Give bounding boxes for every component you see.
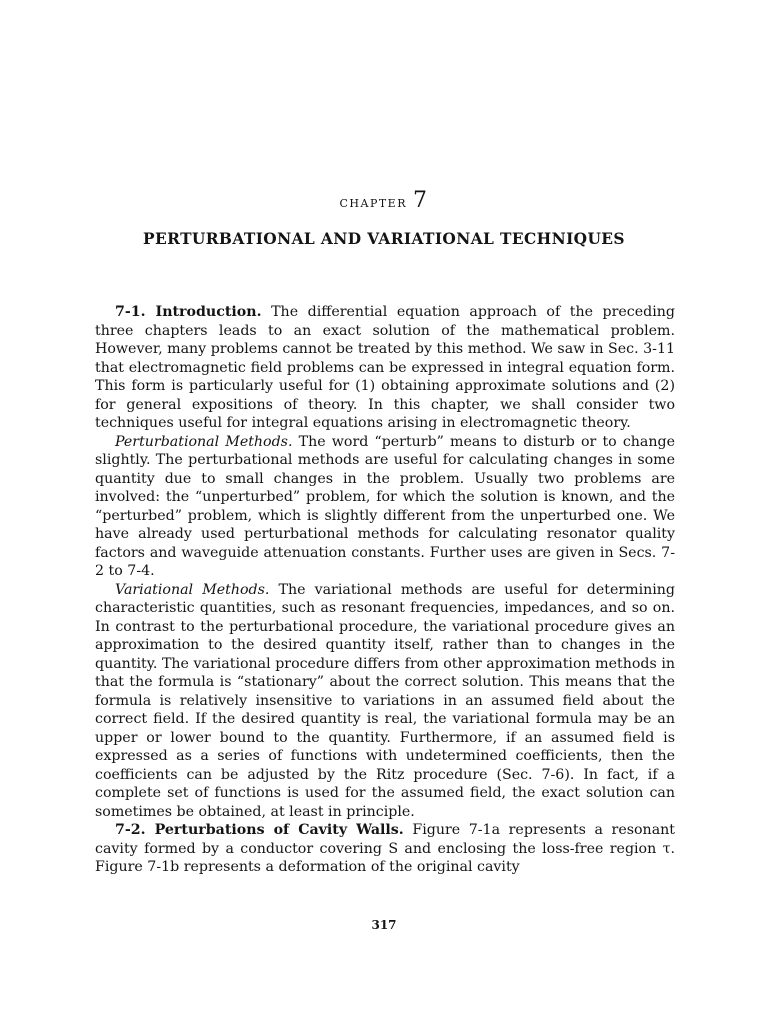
section-heading-introduction: 7-1. Introduction. <box>115 304 262 320</box>
variational-text: The variational methods are useful for determining characteristic quantities, such as resonant frequencies, impedances, and so on. In contrast to the perturbational procedure, the variational procedure gives an approximation to the desired quantity itself, rather than to changes in the quantity. The variational procedure differs from other approximation methods in that the formula is “stationary” about the correct solution. This means that the formula is relatively insensitive to variations in an assumed field about the correct field. If the desired quantity is real, the variational formula may be an upper or lower bound to the quantity. Furthermore, if an assumed field is expressed as a series of functions with undetermined coefficients, then the coefficients can be adjusted by the Ritz procedure (Sec. 7-6). In fact, if a complete set of functions is used for the assumed field, the exact solution can sometimes be obtained, at least in principle. <box>95 581 676 820</box>
paragraph-variational <box>95 581 675 822</box>
chapter-word: chapter <box>339 192 407 211</box>
perturbational-text: The word “perturb” means to disturb or to change slightly. The perturbational methods are useful for calculating changes in some quantity due to small changes in the problem. Usually two problems are involved: the “unperturbed” problem, for which the solution is known, and the “perturbed” problem, which is slightly different from the unperturbed one. We have already used perturbational methods for calculating resonator quality factors and waveguide attenuation constants. Further uses are given in Secs. 7-2 to 7-4. <box>95 433 676 579</box>
chapter-label <box>0 188 768 213</box>
introduction-text: The differential equation approach of the preceding three chapters leads to an exact solution of the mathematical problem. However, many problems cannot be treated by this method. We saw in Sec. 3-11 that electromagnetic field problems can be expressed in integral equation form. This form is particularly useful for (1) obtaining approximate solutions and (2) for general expositions of theory. In this chapter, we shall consider two techniques useful for integral equations arising in electromagnetic theory. <box>95 304 675 431</box>
chapter-number: 7 <box>413 188 429 213</box>
heading-perturbational-methods: Perturbational Methods. <box>115 433 293 450</box>
body-text <box>95 303 675 877</box>
page-number: 317 <box>371 918 397 932</box>
paragraph-perturbational <box>95 433 675 581</box>
heading-variational-methods: Variational Methods. <box>115 581 270 598</box>
section-heading-cavity-walls: 7-2. Perturbations of Cavity Walls. <box>115 822 404 838</box>
paragraph-cavity-walls <box>95 821 675 877</box>
chapter-title: PERTURBATIONAL AND VARIATIONAL TECHNIQUES <box>143 230 625 248</box>
paragraph-introduction <box>95 303 675 433</box>
cavity-walls-text: Figure 7-1a represents a resonant cavity formed by a conductor covering S and enclosing the loss-free region τ. Figure 7-1b represents a deformation of the original cavity <box>95 822 675 875</box>
